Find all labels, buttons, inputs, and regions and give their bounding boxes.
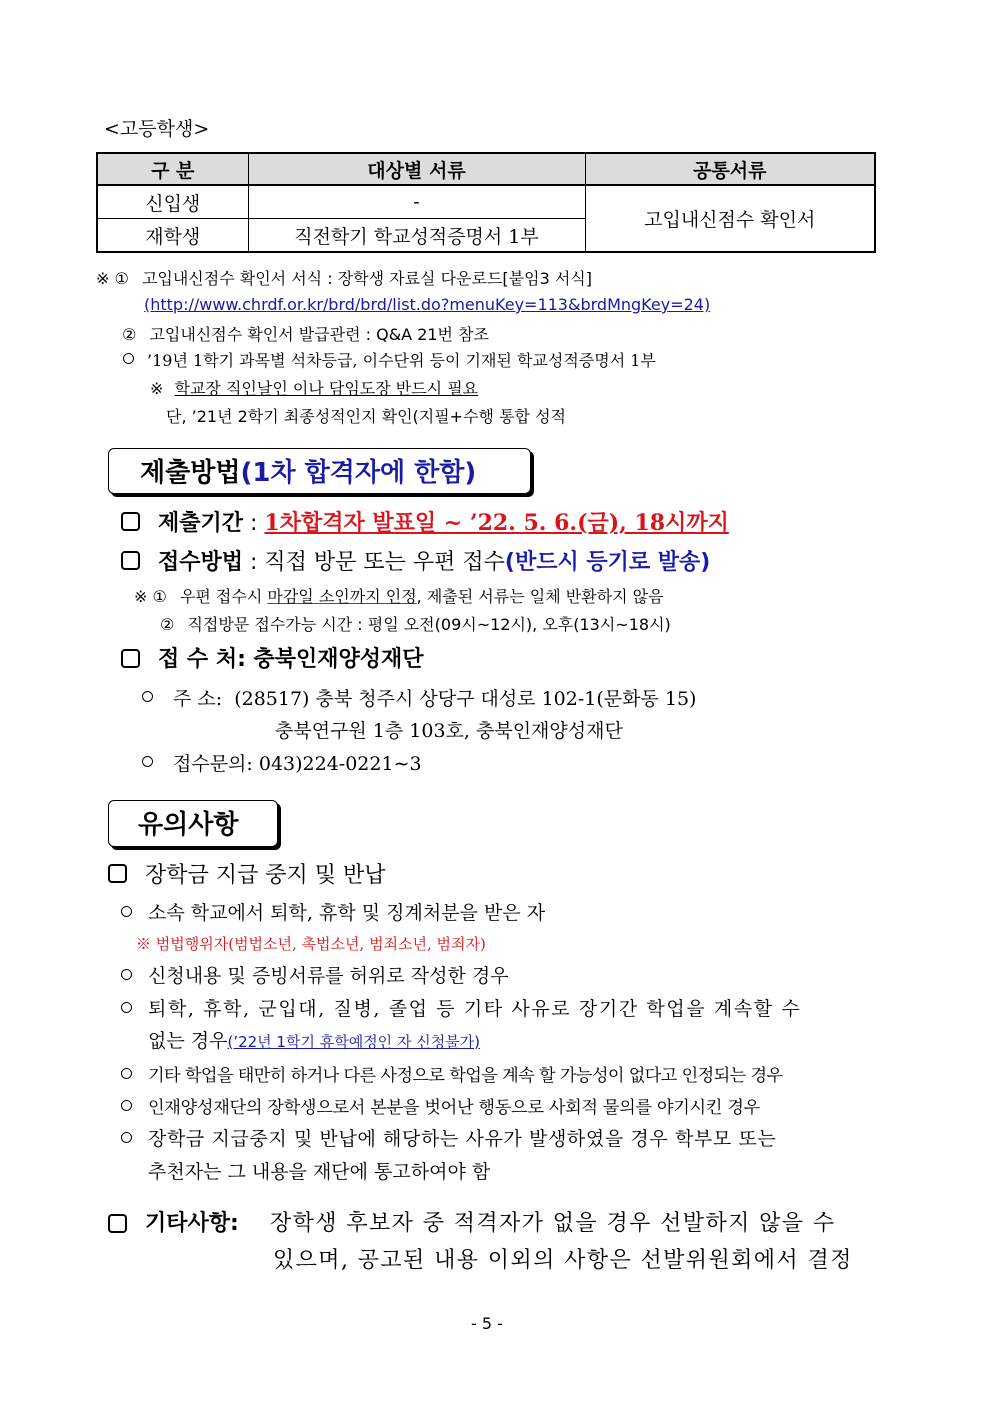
bullet-circle-icon [123,353,134,364]
table-header-row [97,153,875,185]
section-notes-title: 유의사항 [138,810,239,840]
method-note: (반드시 등기로 발송) [504,550,711,575]
table-header: 공통서류 [585,153,875,185]
table-header: 구 분 [97,153,248,185]
note-text-underlined: 마감일 소인까지 인정 [267,587,417,606]
section-submission-title [140,452,476,489]
checkbox-icon [108,864,127,883]
bullet-circle-icon [121,906,132,917]
table-cell: 재학생 [97,219,248,253]
suspension-item-note: ※ 범법행위자(범법소년, 촉법소년, 범죄소년, 범죄자) [136,935,486,953]
others-text-2: 있으며, 공고된 내용 이외의 사항은 선발위원회에서 결정 [273,1248,853,1273]
others-label: 기타사항: [145,1211,239,1236]
others-text-1: 장학생 후보자 중 적격자가 없을 경우 선발하지 않을 수 [270,1211,836,1236]
bullet-circle-icon [121,1002,132,1013]
period-label: 제출기간 [158,511,244,536]
note-text: , 제출된 서류는 일체 반환하지 않음 [416,587,664,606]
note-text: 직접방문 접수가능 시간 : 평일 오전(09시~12시), 오후(13시~18시) [187,615,671,634]
note-4 [150,376,478,399]
method-note-1 [134,584,664,607]
table-row [97,185,875,219]
suspension-heading: 장학금 지급 중지 및 반납 [145,863,386,888]
note-marker: ※ ① [134,587,167,606]
note-text: 고입내신점수 확인서 발급관련 : Q&A 21번 참조 [149,325,490,344]
documents-table [96,152,876,253]
suspension-item-cont: 추천자는 그 내용을 재단에 통고하여야 함 [148,1161,491,1183]
checkbox-icon [121,551,140,570]
bullet-circle-icon [121,1100,132,1111]
note-marker: ※ [150,379,164,398]
note-marker: ② [122,325,137,344]
note-text: 고입내신점수 확인서 서식 : 장학생 자료실 다운로드[붙임3 서식] [141,269,592,288]
download-link[interactable]: (http://www.chrdf.or.kr/brd/brd/list.do?menuKey=113&brdMngKey=24) [144,295,711,314]
note-1 [96,266,592,289]
suspension-item-cont [148,1026,480,1053]
note-text: 우편 접수시 [179,587,268,606]
item-note: (’22년 1학기 휴학예정인 자 신청불가) [227,1033,481,1051]
suspension-item: 신청내용 및 증빙서류를 허위로 작성한 경우 [148,965,509,987]
checkbox-icon [108,1214,127,1233]
bullet-circle-icon [121,1068,132,1079]
suspension-item: 장학금 지급중지 및 반납에 해당하는 사유가 발생하였을 경우 학부모 또는 [148,1128,777,1150]
note-2 [122,322,489,345]
table-cell-common: 고입내신점수 확인서 [585,185,875,252]
section-title-note: (1차 합격자에 한함) [240,458,477,488]
bullet-circle-icon [121,1132,132,1143]
item-text: 없는 경우 [148,1030,228,1052]
submission-period [158,506,729,537]
checkbox-icon [121,649,140,668]
table-cell: 직전학기 학교성적증명서 1부 [248,219,585,253]
page-number: - 5 - [471,1314,503,1333]
method-colon: : [243,550,265,575]
note-marker: ② [160,615,175,634]
note-marker: ※ ① [96,269,129,288]
note-3: ’19년 1학기 과목별 석차등급, 이수단위 등이 기재된 학교성적증명서 1부 [147,351,656,370]
address-label: 주 소: [173,688,223,710]
suspension-item: 인재양성재단의 장학생으로서 본분을 벗어난 행동으로 사회적 물의를 야기시킨 경우 [148,1098,760,1118]
section-title-main: 제출방법 [140,458,241,488]
bullet-circle-icon [121,969,132,980]
note-text: 학교장 직인날인 이나 담임도장 반드시 필요 [174,379,479,398]
method-label: 접수방법 [158,550,244,575]
table-cell: 신입생 [97,185,248,219]
checkbox-icon [121,512,140,531]
inquiry-phone: 접수문의: 043)224-0221∼3 [173,753,422,775]
bullet-circle-icon [142,756,153,767]
submission-method [158,545,710,576]
period-colon: : [243,511,265,536]
period-value: 1차합격자 발표일 ~ ’22. 5. 6.(금), 18시까지 [264,510,729,536]
table-header: 대상별 서류 [248,153,585,185]
method-note-2 [160,612,671,635]
suspension-item: 기타 학업을 태만히 하거나 다른 사정으로 학업을 계속 할 가능성이 없다고 인정되는 경우 [148,1066,783,1086]
bullet-circle-icon [142,691,153,702]
address-line-2: 충북연구원 1층 103호, 충북인재양성재단 [275,720,623,742]
table-cell: - [248,185,585,219]
high-school-heading: <고등학생> [104,118,210,140]
suspension-item: 퇴학, 휴학, 군입대, 질병, 졸업 등 기타 사유로 장기간 학업을 계속할 수 [148,998,802,1020]
address-value: (28517) 충북 청주시 상당구 대성로 102-1(문화동 15) [234,688,697,710]
note-5: 단, ’21년 2학기 최종성적인지 확인(지필+수행 통합 성적 [166,407,566,426]
suspension-item: 소속 학교에서 퇴학, 휴학 및 징계처분을 받은 자 [148,902,546,924]
submission-place: 접 수 처: 충북인재양성재단 [158,647,424,672]
address-line-1 [173,684,696,711]
method-value: 직접 방문 또는 우편 접수 [264,550,505,575]
